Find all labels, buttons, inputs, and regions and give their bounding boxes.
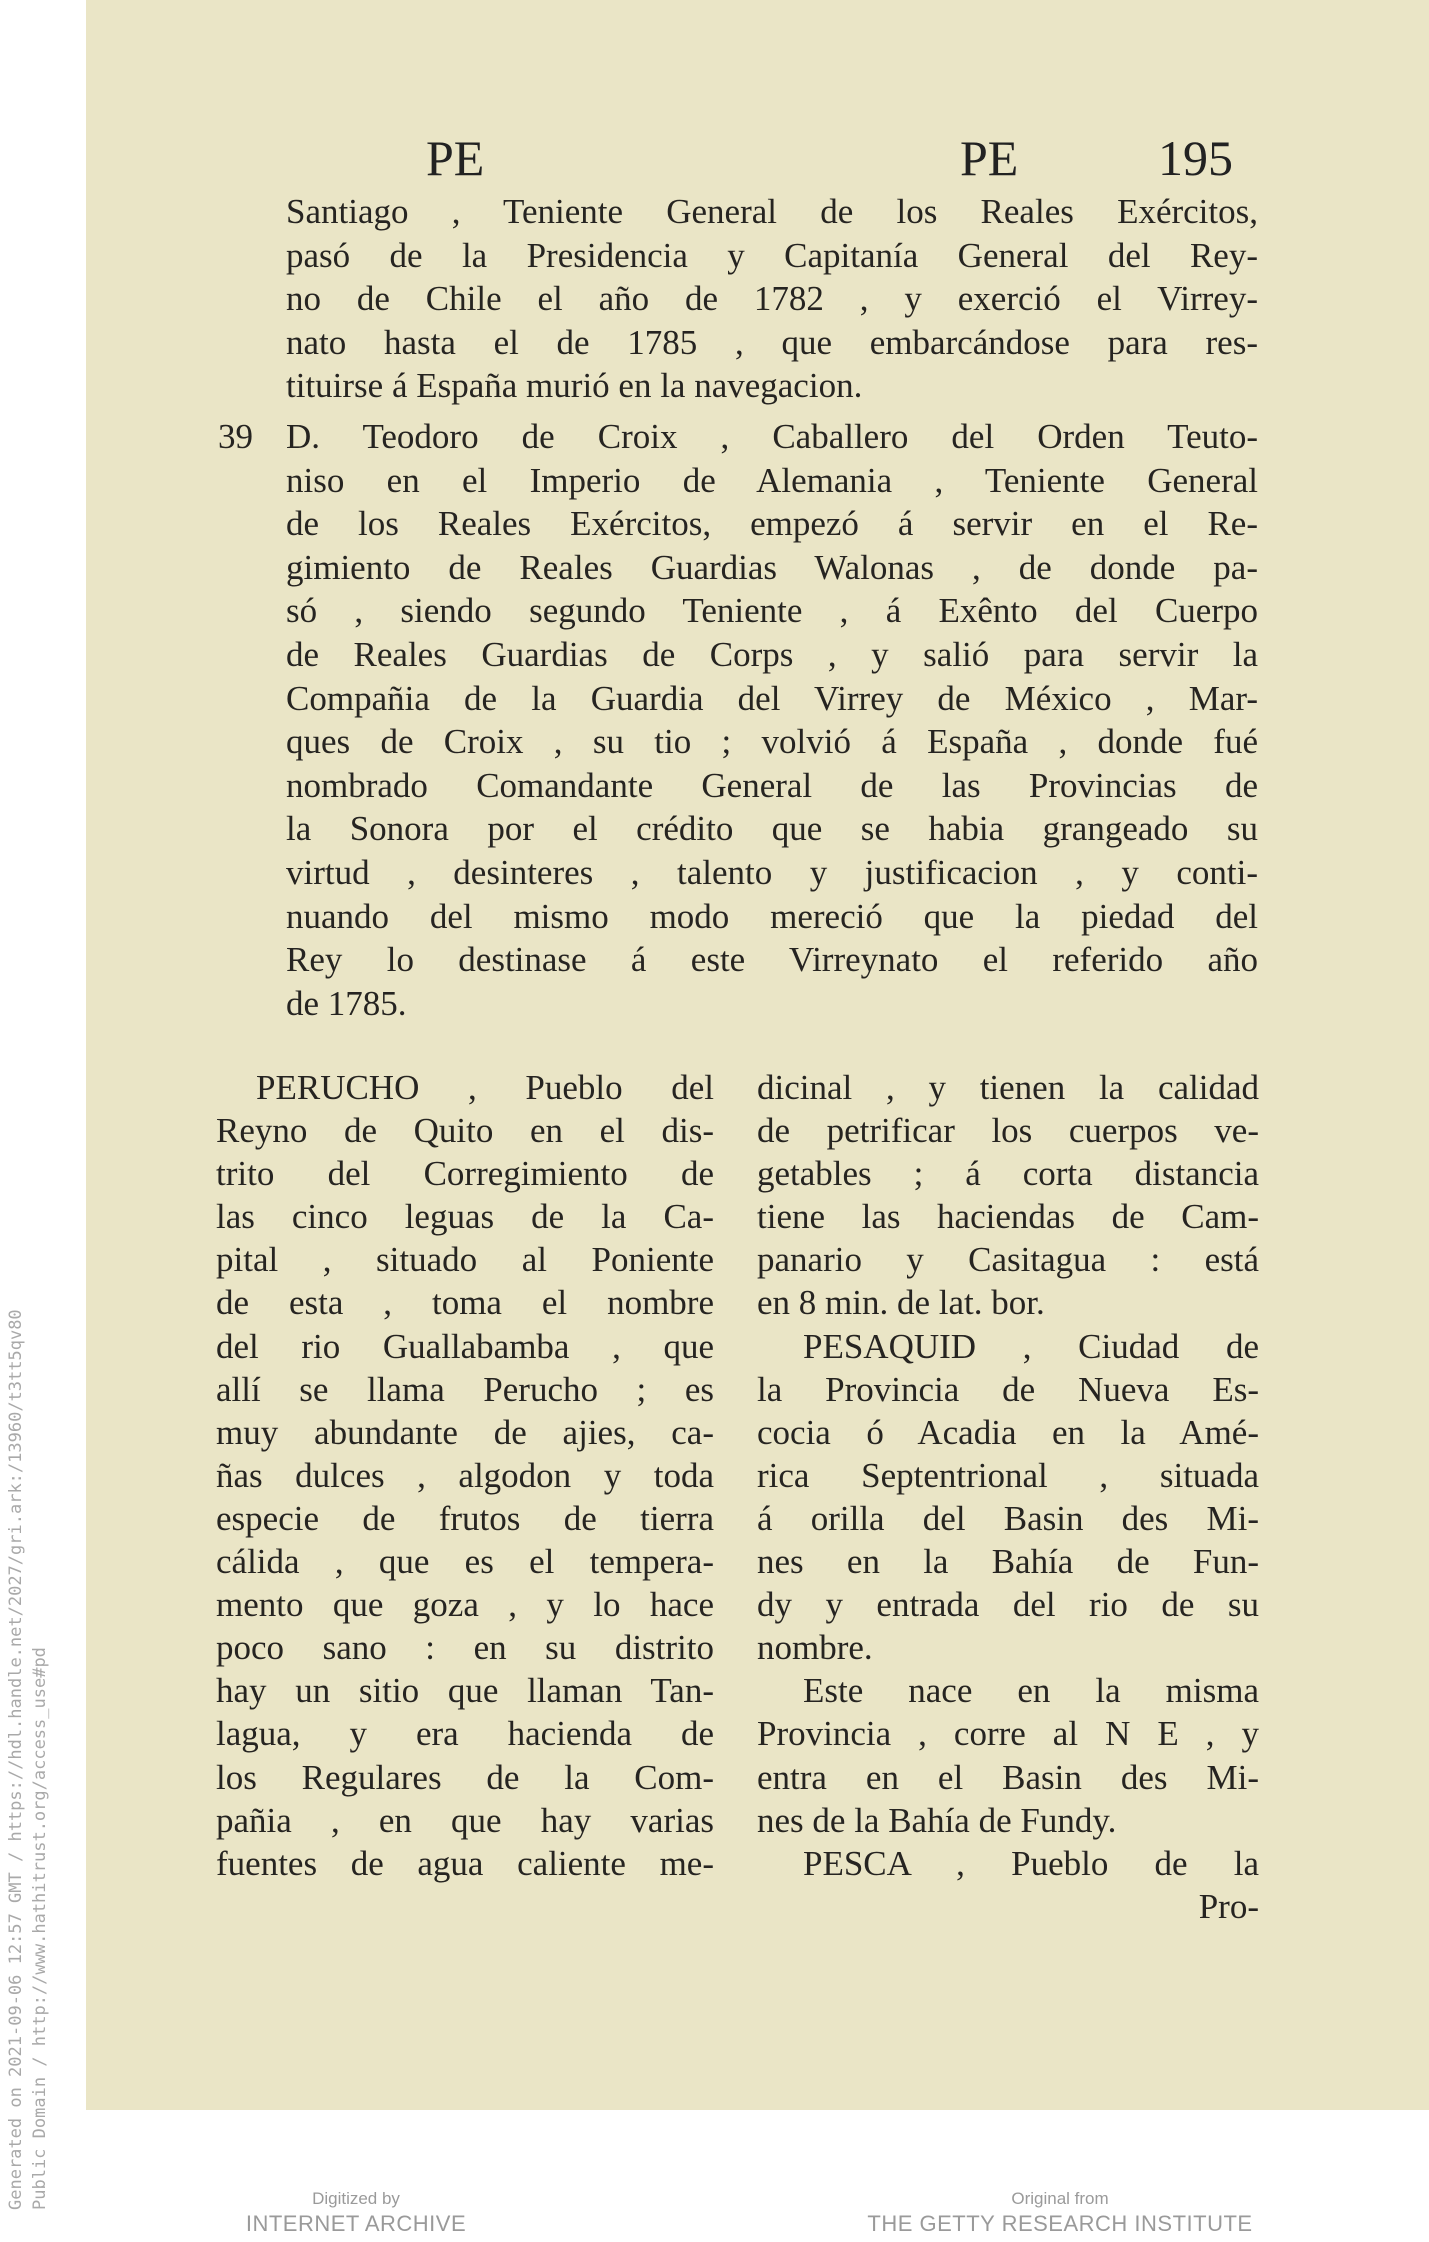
text-line: cocia ó Acadia en la Amé- (757, 1412, 1259, 1452)
page-number: 195 (1158, 130, 1233, 186)
text-line: muy abundante de ajies, ca- (216, 1412, 714, 1452)
running-head-left: PE (426, 130, 485, 186)
text-line: gimiento de Reales Guardias Walonas , de donde pa- (286, 547, 1258, 587)
text-line: nombre. (757, 1628, 873, 1668)
text-line: lagua, y era hacienda de (216, 1714, 714, 1754)
text-line: de los Reales Exércitos, empezó á servir en el Re- (286, 504, 1258, 544)
text-line: PESAQUID , Ciudad de (803, 1326, 1259, 1366)
text-line: niso en el Imperio de Alemania , Teniente General (286, 460, 1258, 500)
text-line: nombrado Comandante General de las Provincias de (286, 765, 1258, 805)
text-line: las cinco leguas de la Ca- (216, 1197, 714, 1237)
digitized-by (236, 2188, 476, 2238)
original-from (860, 2188, 1260, 2238)
text-line: Santiago , Teniente General de los Reales Exércitos, (286, 192, 1258, 231)
internet-archive-label: INTERNET ARCHIVE (245, 2211, 467, 2236)
text-line: dicinal , y tienen la calidad (757, 1068, 1259, 1107)
rights-notice: Public Domain / http://www.hathitrust.org/access_use#pd (30, 1647, 50, 2210)
text-line: á orilla del Basin des Mi- (757, 1498, 1259, 1538)
entry-paragraph (286, 415, 1258, 1025)
text-line: la Provincia de Nueva Es- (757, 1369, 1259, 1409)
text-line: fuentes de agua caliente me- (216, 1843, 714, 1883)
text-line: PESCA , Pueblo de la (803, 1843, 1259, 1883)
text-line: rica Septentrional , situada (757, 1455, 1259, 1495)
text-line: de 1785. (286, 983, 407, 1023)
text-line: ques de Croix , su tio ; volvió á España , donde fué (286, 722, 1258, 762)
text-line: en 8 min. de lat. bor. (757, 1283, 1045, 1323)
text-line: del rio Guallabamba , que (216, 1326, 714, 1366)
text-line: Provincia , corre al N E , y (757, 1714, 1259, 1754)
text-line: panario y Casitagua : está (757, 1240, 1259, 1280)
text-line: tituirse á España murió en la navegacion. (286, 366, 863, 406)
text-line: la Sonora por el crédito que se habia grangeado su (286, 809, 1258, 849)
text-line: tiene las haciendas de Cam- (757, 1197, 1259, 1237)
text-line: PERUCHO , Pueblo del (256, 1068, 714, 1107)
text-line: getables ; á corta distancia (757, 1154, 1259, 1194)
text-line: poco sano : en su distrito (216, 1628, 714, 1668)
text-line: Este nace en la misma (803, 1671, 1259, 1711)
text-line: dy y entrada del rio de su (757, 1585, 1259, 1625)
text-line: D. Teodoro de Croix , Caballero del Orden Teuto- (286, 417, 1258, 456)
entry-number: 39 (218, 417, 253, 456)
text-line: nes en la Bahía de Fun- (757, 1542, 1259, 1582)
text-line: de esta , toma el nombre (216, 1283, 714, 1323)
catchword: Pro- (1198, 1886, 1259, 1926)
text-line: allí se llama Perucho ; es (216, 1369, 714, 1409)
top-paragraph (286, 190, 1258, 408)
getty-label: THE GETTY RESEARCH INSTITUTE (867, 2211, 1253, 2236)
text-line: los Regulares de la Com- (216, 1757, 714, 1797)
text-line: entra en el Basin des Mi- (757, 1757, 1259, 1797)
digitized-by-label: Digitized by (312, 2189, 400, 2208)
text-line: hay un sitio que llaman Tan- (216, 1671, 714, 1711)
text-line: de petrificar los cuerpos ve- (757, 1111, 1259, 1151)
text-line: trito del Corregimiento de (216, 1154, 714, 1194)
left-column (216, 1066, 714, 1885)
provenance-sidebar (4, 1090, 52, 2210)
text-line: pañia , en que hay varias (216, 1800, 714, 1840)
text-line: de Reales Guardias de Corps , y salió para servir la (286, 634, 1258, 674)
text-line: ñas dulces , algodon y toda (216, 1455, 714, 1495)
text-line: nes de la Bahía de Fundy. (757, 1800, 1117, 1840)
text-line: virtud , desinteres , talento y justificacion , y conti- (286, 852, 1258, 892)
text-line: Compañia de la Guardia del Virrey de México , Mar- (286, 678, 1258, 718)
text-line: Reyno de Quito en el dis- (216, 1111, 714, 1151)
text-line: nuando del mismo modo mereció que la piedad del (286, 896, 1258, 936)
text-line: pasó de la Presidencia y Capitanía General del Rey- (286, 235, 1258, 275)
text-line: especie de frutos de tierra (216, 1498, 714, 1538)
text-line: pital , situado al Poniente (216, 1240, 714, 1280)
text-line: Rey lo destinase á este Virreynato el referido año (286, 940, 1258, 980)
text-line: no de Chile el año de 1782 , y exerció el Virrey- (286, 279, 1258, 319)
text-line: só , siendo segundo Teniente , á Exênto del Cuerpo (286, 591, 1258, 631)
right-column (757, 1066, 1259, 1928)
text-line: cálida , que es el tempera- (216, 1542, 714, 1582)
generated-notice: Generated on 2021-09-06 12:57 GMT / https://hdl.handle.net/2027/gri.ark:/13960/t3tt5qv80 (6, 1309, 26, 2210)
text-line: nato hasta el de 1785 , que embarcándose para res- (286, 322, 1258, 362)
running-head-middle: PE (960, 130, 1019, 186)
text-line: mento que goza , y lo hace (216, 1585, 714, 1625)
original-from-label: Original from (1011, 2189, 1109, 2208)
